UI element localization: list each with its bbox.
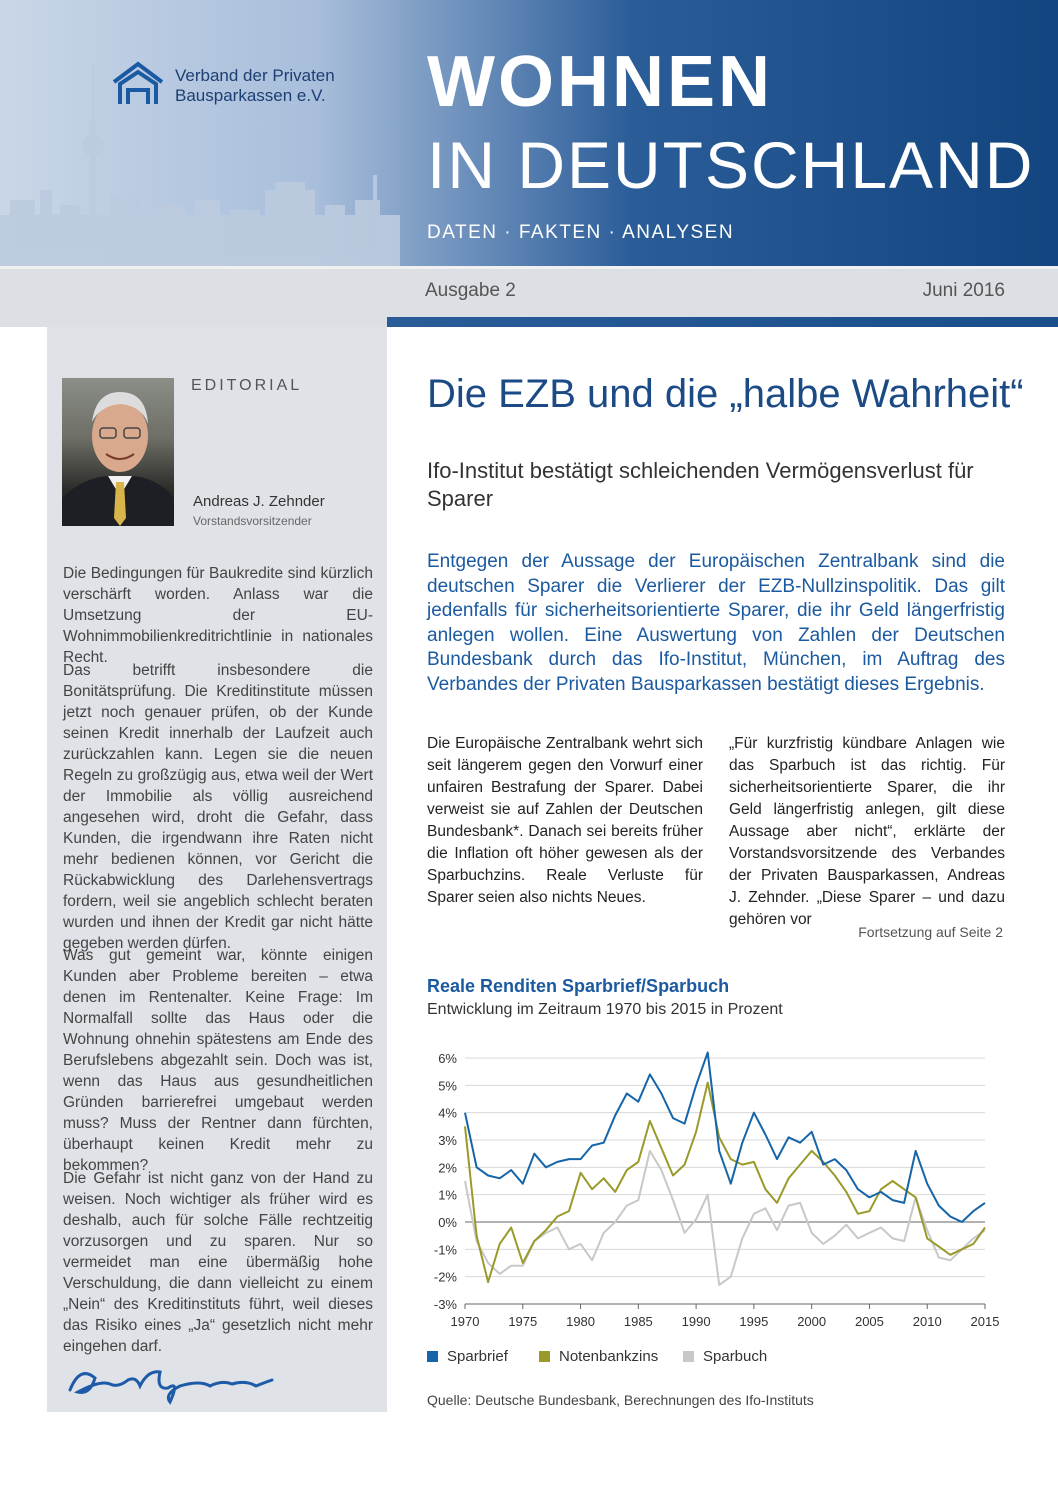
legend-label: Notenbankzins xyxy=(559,1348,659,1365)
x-tick-label: 2015 xyxy=(970,1314,1000,1329)
article-subhead: Ifo-Institut bestätigt schleichenden Vermögensverlust für Sparer xyxy=(427,458,974,511)
publication-title-line2: IN DEUTSCHLAND xyxy=(427,128,1035,202)
association-logo-icon xyxy=(112,60,164,106)
x-tick-label: 1995 xyxy=(739,1314,769,1329)
association-name xyxy=(175,66,335,106)
issue-bar xyxy=(0,266,1058,321)
org-name-line1: Verband der Privaten xyxy=(175,66,335,85)
returns-line-chart xyxy=(420,1040,1000,1340)
continuation-note: Fortsetzung auf Seite 2 xyxy=(858,924,1003,940)
chart-subtitle: Entwicklung im Zeitraum 1970 bis 2015 in Prozent xyxy=(427,1001,783,1018)
x-tick-label: 1980 xyxy=(566,1314,596,1329)
legend-swatch-sparbuch xyxy=(683,1351,694,1362)
legend-item-notenbankzins xyxy=(539,1348,658,1365)
x-tick-label: 1970 xyxy=(450,1314,480,1329)
y-tick-label: -3% xyxy=(433,1297,457,1312)
x-tick-label: 2000 xyxy=(797,1314,827,1329)
x-tick-label: 2005 xyxy=(854,1314,884,1329)
y-tick-label: -2% xyxy=(433,1269,457,1285)
divider-stripe-blue xyxy=(387,317,1058,327)
legend-item-sparbrief xyxy=(427,1348,508,1365)
x-tick-label: 1975 xyxy=(508,1314,538,1329)
portrait-illustration xyxy=(62,378,174,526)
y-tick-label: 1% xyxy=(438,1187,457,1203)
author-portrait xyxy=(62,378,174,526)
article-column-right: „Für kurzfristig kündbare Anlagen wie das Sparbuch ist das richtig. Für sicherheitsorientierte Sparer, die ihr Geld längerfristig anlegen, gilt diese Aussage aber nicht“, erklärte der Vorstandsvorsitzende des Verbandes der Privaten Bausparkassen, Andreas J. Zehnder. „Diese Sparer – und dazu gehören vor xyxy=(729,735,1005,928)
series-line-sparbuch xyxy=(465,1151,985,1285)
divider-stripe-grey xyxy=(0,317,387,327)
x-tick-label: 1990 xyxy=(681,1314,711,1329)
series-line-sparbrief xyxy=(465,1053,985,1223)
y-tick-label: 3% xyxy=(438,1133,457,1148)
skyline-graphic xyxy=(0,0,400,266)
editorial-paragraph: Das betrifft insbesondere die Bonitätsprüfung. Die Kreditinstitute müssen jetzt noch genauer prüfen, ob der Kunde seinen Kredit innerhalb der Laufzeit auch zurückzahlen kann. Legen sie die neuen Regeln zu großzügig aus, etwa weil der Wert der Immobilie als völlig ausreichend angesehen wird, droht die Gefahr, dass Kunden, die irgendwann ihre Raten nicht mehr bedienen können, vor Gericht die Rückabwicklung des Darlehensvertrags fordern, weil sie angeblich schlecht beraten wurden und ihnen der Kredit gar nicht hätte gegeben werden dürfen. xyxy=(63,662,373,952)
org-name-line2: Bausparkassen e.V. xyxy=(175,86,326,105)
publication-title-line1: WOHNEN xyxy=(427,42,773,122)
article-column-left: Die Europäische Zentralbank wehrt sich seit längerem gegen den Vorwurf einer unfairen Bestrafung der Sparer. Dabei verweist sie auf Zahlen der Deutschen Bundesbank*. Danach sei bereits früher die Inflation oft höher gewesen als der Sparbuchzins. Reale Verluste für Sparer seien also nichts Neues. xyxy=(427,735,703,906)
editorial-label: EDITORIAL xyxy=(191,377,303,394)
issue-date: Juni 2016 xyxy=(922,280,1005,301)
legend-swatch-notenbankzins xyxy=(539,1351,550,1362)
legend-item-sparbuch xyxy=(683,1348,767,1365)
article-headline: Die EZB und die „halbe Wahrheit“ xyxy=(427,372,1024,416)
chart-source: Quelle: Deutsche Bundesbank, Berechnungen des Ifo-Instituts xyxy=(427,1392,814,1408)
x-tick-label: 1985 xyxy=(623,1314,653,1329)
legend-swatch-sparbrief xyxy=(427,1351,438,1362)
legend-label: Sparbuch xyxy=(703,1348,768,1365)
issue-number: Ausgabe 2 xyxy=(425,280,516,301)
editorial-paragraph: Die Bedingungen für Baukredite sind kürzlich verschärft worden. Anlass war die Umsetzung der EU-Wohnimmobilienkreditrichtlinie in nationales Recht. xyxy=(63,565,373,666)
y-tick-label: 4% xyxy=(438,1105,457,1121)
editorial-paragraph: Was gut gemeint war, könnte einigen Kunden aber Probleme bereiten – etwa denen im Rentenalter. Keine Frage: Im Normalfall sollte das Haus oder die Wohnung ohnehin spätestens am Ende des Berufslebens abgezahlt sein. Doch was ist, wenn das Haus aus gesundheitlichen Gründen barrierefrei umgebaut werden muss? Muss der Rentner dann fürchten, überhaupt keinen Kredit mehr zu bekommen? xyxy=(63,947,373,1174)
y-tick-label: 2% xyxy=(438,1160,457,1176)
legend-label: Sparbrief xyxy=(447,1348,508,1365)
chart-title: Reale Renditen Sparbrief/Sparbuch xyxy=(427,976,730,996)
y-tick-label: 0% xyxy=(438,1215,457,1230)
article-lead: Entgegen der Aussage der Europäischen Zentralbank sind die deutschen Sparer die Verlierer der EZB-Nullzinspolitik. Das gilt jedenfalls für sicherheitsorientierte Sparer, die ihr Geld längerfristig anlegen wollen. Eine Auswertung von Zahlen der Deutschen Bundesbank durch das Ifo-Institut, München, im Auftrag des Verbandes der Privaten Bausparkassen bestätigt dieses Ergebnis. xyxy=(427,551,1005,695)
author-role: Vorstandsvorsitzender xyxy=(193,514,312,528)
y-tick-label: 5% xyxy=(438,1078,457,1094)
publication-subtitle: DATEN · FAKTEN · ANALYSEN xyxy=(427,222,735,243)
y-tick-label: 6% xyxy=(438,1051,457,1066)
y-tick-label: -1% xyxy=(433,1242,457,1258)
author-name: Andreas J. Zehnder xyxy=(193,493,325,510)
x-tick-label: 2010 xyxy=(912,1314,942,1329)
editorial-paragraph: Die Gefahr ist nicht ganz von der Hand zu weisen. Noch wichtiger als früher wird es deshalb, auch für solche Fälle rechtzeitig vorzusorgen und zu sparen. Nur so vermeidet man eine übermäßig hohe Verschuldung, die dann vielleicht zu einem „Nein“ des Kreditinstituts führt, weil dieses das Risiko eines „Ja“ gesetzlich nicht mehr eingehen darf. xyxy=(63,1170,373,1355)
signature xyxy=(60,1350,280,1410)
